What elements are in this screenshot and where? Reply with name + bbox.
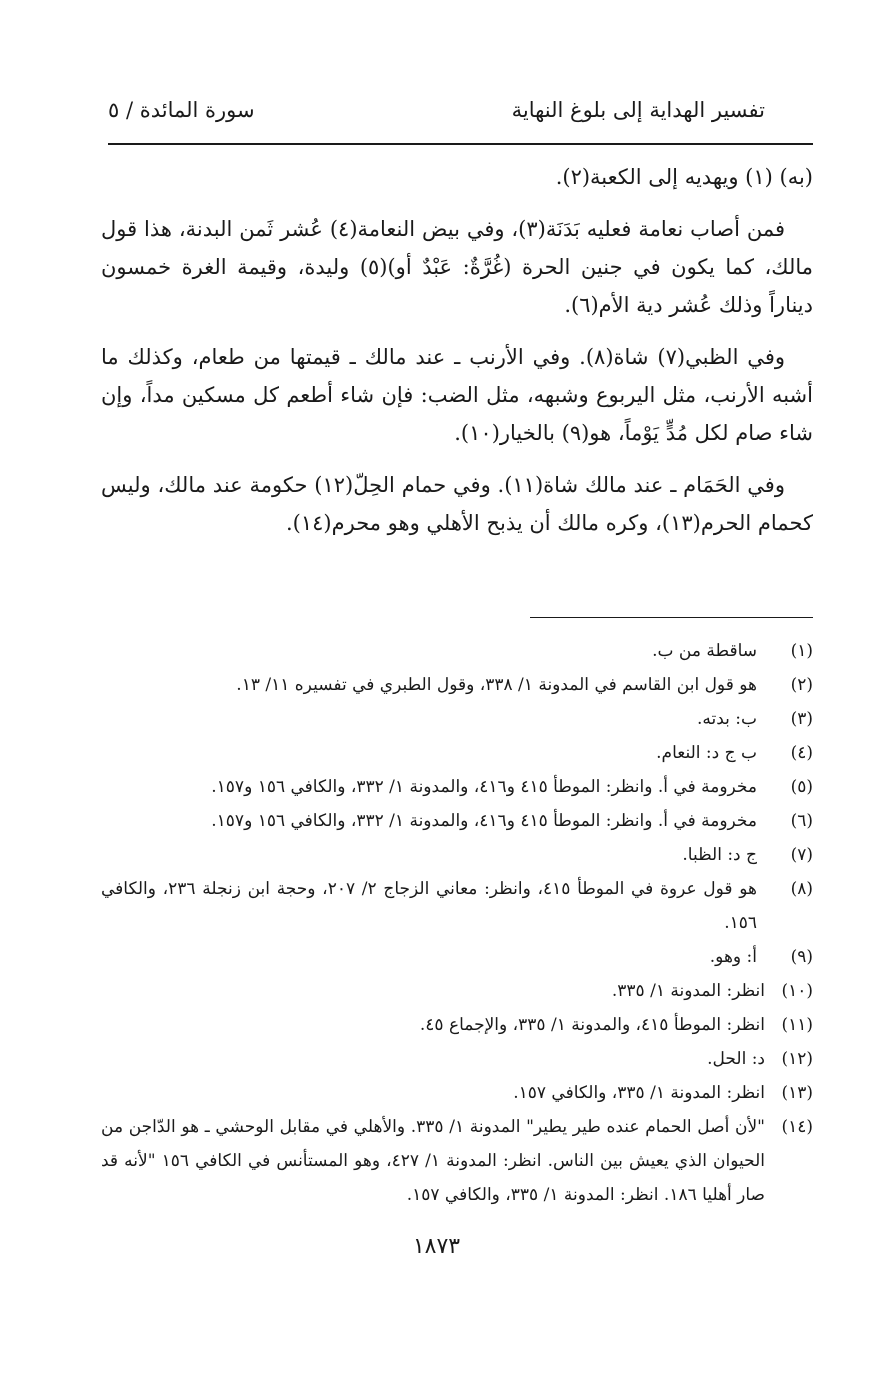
footnote: [101, 872, 813, 940]
paragraph: وفي الحَمَام ـ عند مالك شاة(١١). وفي حمام الحِلّ(١٢) حكومة عند مالك، وليس كحمام الحرم(١٣)، وكره مالك أن يذبح الأهلي وهو محرم(١٤).: [101, 473, 813, 535]
footnote-text: انظر: المدونة ١/ ٣٣٥، والكافي ١٥٧.: [513, 1083, 765, 1103]
footnote-text: ب ج د: النعام.: [656, 743, 757, 763]
footnote: [101, 736, 813, 770]
header-divider: [108, 143, 813, 145]
footnote: [101, 974, 813, 1008]
paragraph: فمن أصاب نعامة فعليه بَدَنَة(٣)، وفي بيض النعامة(٤) عُشر ثَمن البدنة، هذا قول مالك، كما يكون في جنين الحرة (غُرَّةٌ: عَبْدٌ أو)(٥) وليدة، وقيمة الغرة خمسون ديناراً وذلك عُشر دية الأم(٦).: [101, 217, 813, 317]
footnote: [101, 668, 813, 702]
footnote: [101, 1110, 813, 1212]
footnote: [101, 702, 813, 736]
footnote-text: د: الحل.: [707, 1049, 765, 1069]
footnote-number: (١٠): [781, 981, 813, 1001]
footnote: [101, 804, 813, 838]
page-number: ١٨٧٣: [412, 1234, 461, 1259]
footnote-text: انظر: المدونة ١/ ٣٣٥.: [611, 981, 765, 1001]
footnote-number: (٣): [790, 709, 813, 729]
footnote: [101, 770, 813, 804]
footnote: [101, 940, 813, 974]
footnote-number: (٧): [790, 845, 813, 865]
footnote-number: (٤): [790, 743, 813, 763]
paragraph: (به) (١) ويهديه إلى الكعبة(٢).: [555, 165, 813, 189]
footnote-text: ساقطة من ب.: [652, 641, 757, 661]
footnote-number: (١): [790, 641, 813, 661]
footnote-number: (٨): [790, 879, 813, 899]
footnote: [101, 634, 813, 668]
footnote: [101, 1076, 813, 1110]
footnote-text: مخرومة في أ. وانظر: الموطأ ٤١٥ و٤١٦، والمدونة ١/ ٣٣٢، والكافي ١٥٦ و١٥٧.: [211, 811, 757, 831]
footnote-text: انظر: الموطأ ٤١٥، والمدونة ١/ ٣٣٥، والإجماع ٤٥.: [419, 1015, 765, 1035]
footnote: [101, 838, 813, 872]
footnote-number: (٦): [790, 811, 813, 831]
footnote-text: هو قول عروة في الموطأ ٤١٥، وانظر: معاني الزجاج ٢/ ٢٠٧، وحجة ابن زنجلة ٢٣٦، والكافي ١٥٦.: [101, 879, 757, 933]
footnote-number: (١٢): [781, 1049, 813, 1069]
footnote-number: (٥): [790, 777, 813, 797]
book-title: تفسير الهداية إلى بلوغ النهاية: [511, 98, 765, 122]
main-text: [101, 158, 813, 556]
footnote-text: "لأن أصل الحمام عنده طير يطير" المدونة ١/ ٣٣٥. والأهلي في مقابل الوحشي ـ هو الدّاجن من الحيوان الذي يعيش بين الناس. انظر: المدونة ١/ ٤٢٧، وهو المستأنس في الكافي ١٥٦ "لأنه قد صار أهليا ١٨٦. انظر: المدونة ١/ ٣٣٥، والكافي ١٥٧.: [101, 1117, 766, 1205]
footnote-text: ب: بدته.: [696, 709, 757, 729]
footnote-divider: [530, 617, 813, 618]
footnote: [101, 1042, 813, 1076]
running-head: [108, 98, 765, 134]
footnote-number: (١٣): [781, 1083, 813, 1103]
footnote-number: (١١): [781, 1015, 813, 1035]
paragraph: وفي الظبي(٧) شاة(٨). وفي الأرنب ـ عند مالك ـ قيمتها من طعام، وكذلك ما أشبه الأرنب، مثل اليربوع وشبهه، مثل الضب: فإن شاء أطعم كل مسكين مداً، وإن شاء صام لكل مُدٍّ يَوْماً، هو(٩) بالخيار(١٠).: [101, 345, 813, 445]
footnote-number: (١٤): [781, 1117, 813, 1137]
footnote-text: أ: وهو.: [709, 947, 757, 967]
footnote-number: (٩): [790, 947, 813, 967]
footnote: [101, 1008, 813, 1042]
surah-section-label: سورة المائدة / ٥: [108, 98, 255, 122]
footnote-number: (٢): [790, 675, 813, 695]
footnotes-list: [101, 634, 813, 1212]
footnote-text: هو قول ابن القاسم في المدونة ١/ ٣٣٨، وقول الطبري في تفسيره ١١/ ١٣.: [236, 675, 757, 695]
footnote-text: ج د: الظبا.: [682, 845, 757, 865]
footnote-text: مخرومة في أ. وانظر: الموطأ ٤١٥ و٤١٦، والمدونة ١/ ٣٣٢، والكافي ١٥٦ و١٥٧.: [211, 777, 757, 797]
